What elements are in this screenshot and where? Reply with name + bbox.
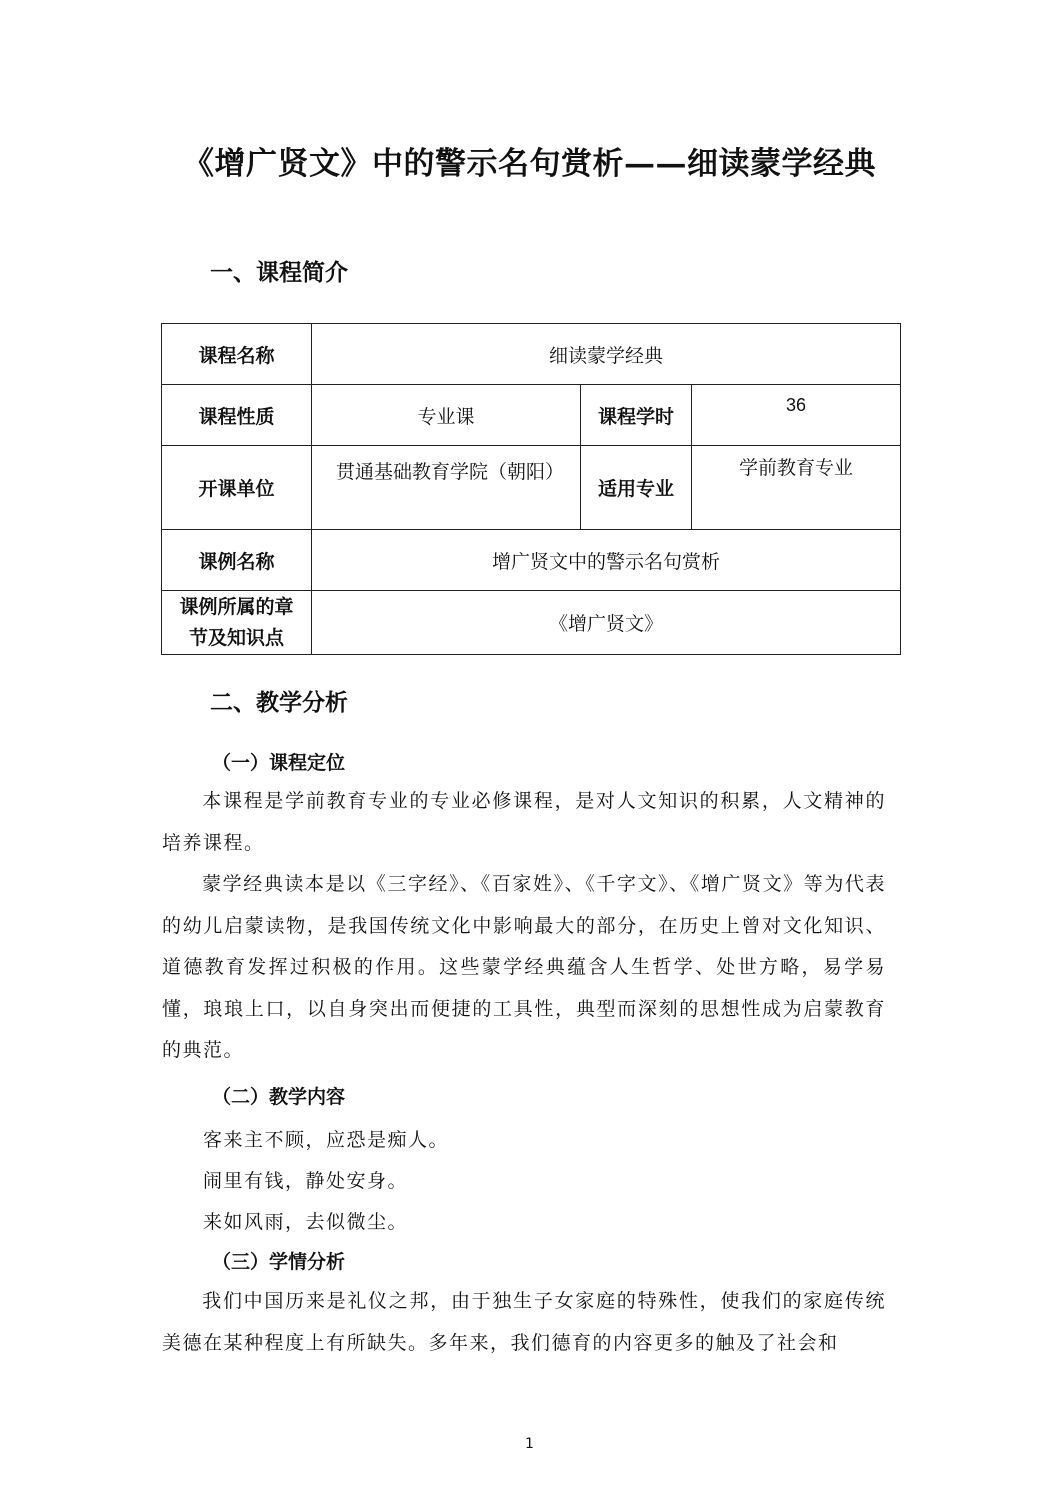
paragraph-student-analysis [162,1281,886,1364]
major-value: 学前教育专业 [692,446,901,530]
paragraph-text: 我们中国历来是礼仪之邦，由于独生子女家庭的特殊性，使我们的家庭传统美德在某种程度上有所缺失。多年来，我们德育的内容更多的触及了社会和 [162,1290,886,1354]
subheading-teaching-content: （二）教学内容 [212,1086,346,1108]
table-row [162,385,901,446]
case-name-value: 增广贤文中的警示名句赏析 [312,530,901,591]
table-row [162,324,901,385]
chapter-label: 课例所属的章节及知识点 [162,591,312,655]
paragraph-classics-intro [162,864,886,1072]
subheading-course-positioning: （一）课程定位 [212,752,346,774]
unit-label: 开课单位 [162,446,312,530]
section-heading-course-intro: 一、课程简介 [210,259,348,286]
case-name-label: 课例名称 [162,530,312,591]
table-row [162,591,901,655]
section-heading-teaching-analysis: 二、教学分析 [210,689,348,716]
course-hours-value: 36 [692,385,901,446]
course-type-label: 课程性质 [162,385,312,446]
course-hours-label: 课程学时 [581,385,692,446]
course-info-table [161,323,901,655]
paragraph-text: 本课程是学前教育专业的专业必修课程，是对人文知识的积累，人文精神的培养课程。 [162,790,886,854]
table-row [162,530,901,591]
course-name-label: 课程名称 [162,324,312,385]
major-label: 适用专业 [581,446,692,530]
table-row [162,446,901,530]
paragraph-course-positioning [162,781,886,864]
content-line-3: 来如风雨，去似微尘。 [203,1211,409,1233]
content-line-1: 客来主不顾，应恐是痴人。 [203,1129,450,1151]
subheading-student-analysis: （三）学情分析 [212,1251,346,1273]
document-title: 《增广贤文》中的警示名句赏析——细读蒙学经典 [183,146,876,182]
paragraph-text: 蒙学经典读本是以《三字经》、《百家姓》、《千字文》、《增广贤文》等为代表的幼儿启蒙读物，是我国传统文化中影响最大的部分，在历史上曾对文化知识、道德教育发挥过积极的作用。这些蒙学经典蕴含人生哲学、处世方略，易学易懂，琅琅上口，以自身突出而便捷的工具性，典型而深刻的思想性成为启蒙教育的典范。 [162,873,886,1061]
course-type-value: 专业课 [312,385,581,446]
chapter-value: 《增广贤文》 [312,591,901,655]
unit-value: 贯通基础教育学院（朝阳） [312,446,581,530]
page-number: 1 [525,1436,534,1452]
content-line-2: 闹里有钱，静处安身。 [203,1170,409,1192]
course-name-value: 细读蒙学经典 [312,324,901,385]
